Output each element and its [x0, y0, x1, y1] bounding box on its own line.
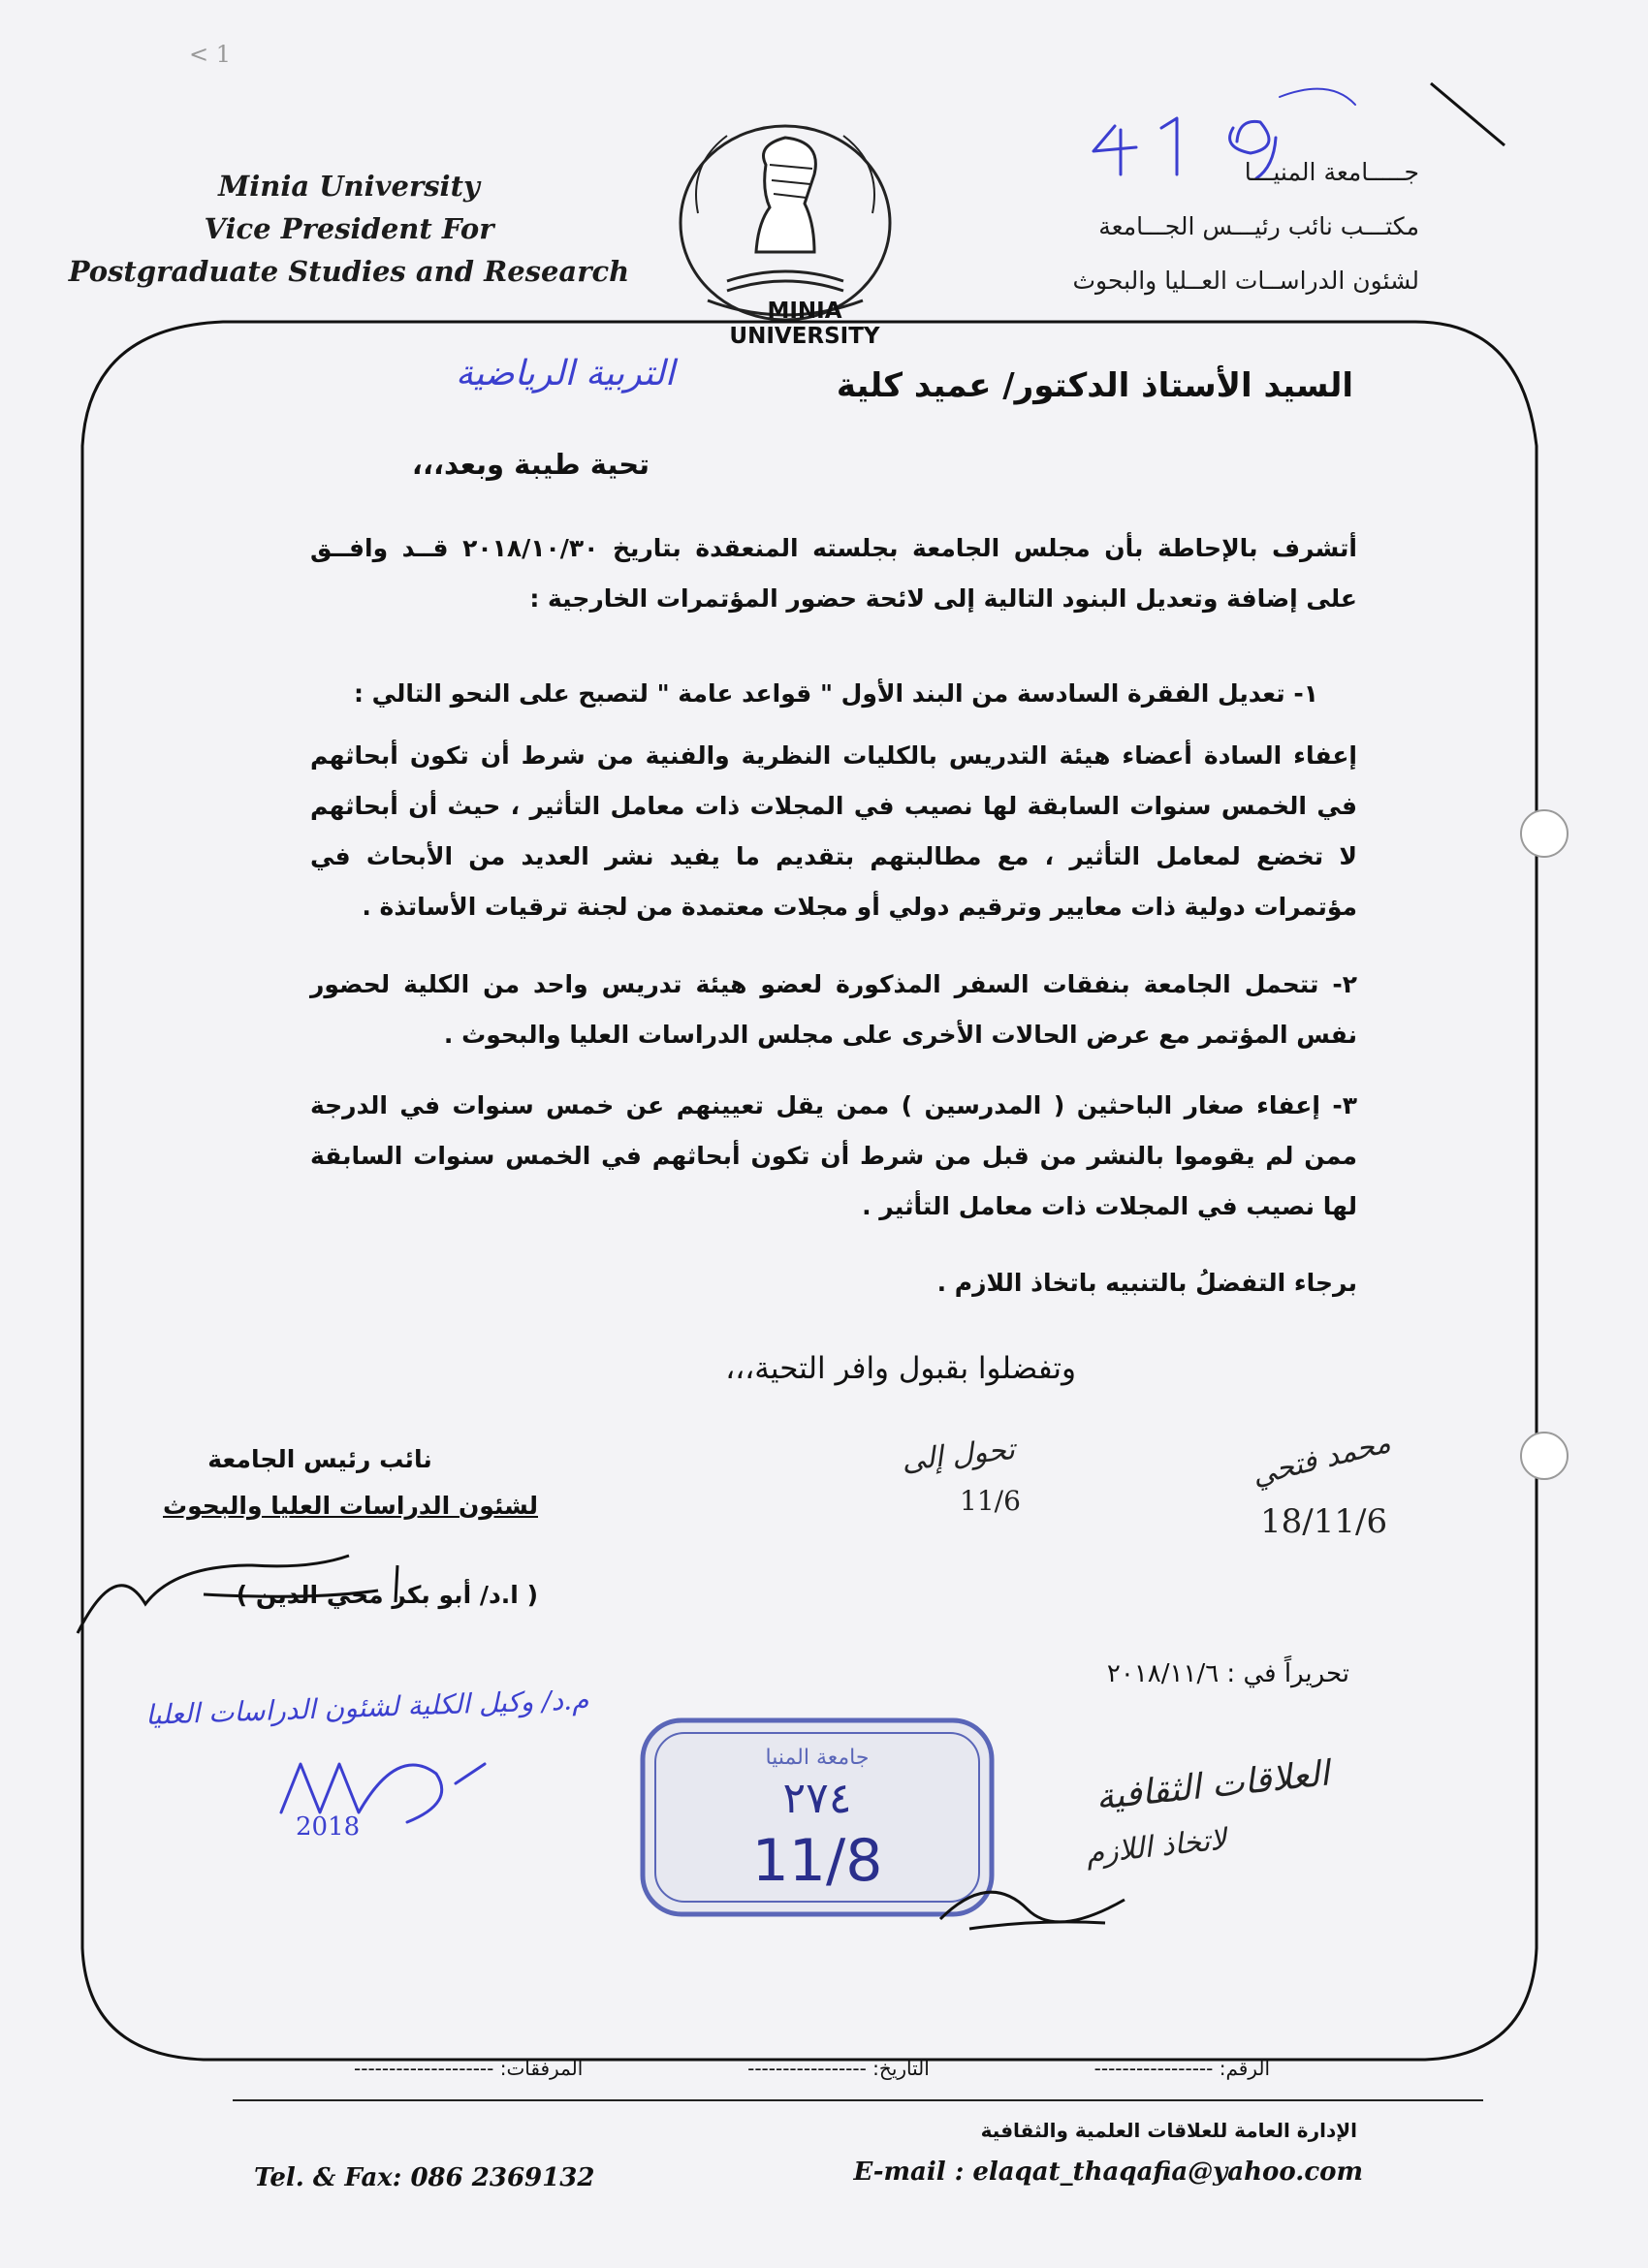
stamp-date: 11/8 [751, 1827, 883, 1895]
signature-scribble [58, 1527, 465, 1643]
footer-date-field: التاريخ: ----------------- [747, 2057, 930, 2080]
signatory-name: ( ا.د/ أبو بكر محي الدين ) [236, 1581, 538, 1609]
corner-pencil-mark: < 1 [189, 41, 232, 68]
letter-intro [310, 523, 1357, 624]
request-line [310, 1258, 1357, 1308]
handwritten-note-name: محمد فتحي [1248, 1425, 1394, 1494]
signatory-office: لشئون الدراسات العليا والبحوث [163, 1492, 538, 1520]
signatory-title: نائب رئيس الجامعة [207, 1445, 432, 1473]
handwritten-note-forward: تحول إلى [900, 1432, 1017, 1479]
item-3 [310, 1081, 1357, 1232]
handwritten-side-note: م.د/ وكيل الكلية لشئون الدراسات العليا [144, 1684, 589, 1731]
item-2-text: ٢- تتحمل الجامعة بنفقات السفر المذكورة لعضو هيئة تدريس واحد من الكلية لحضور نفس المؤتمر مع عرض الحالات الأخرى على مجلس الدراسات العليا والبحوث . [310, 970, 1357, 1049]
item-1-body: إعفاء السادة أعضاء هيئة التدريس بالكليات النظرية والفنية من شرط أن تكون أبحاثهم في الخمس سنوات السابقة لها نصيب في المجلات ذات معامل التأثير ، حيث أن أبحاثهم لا تخضع لمعامل التأثير ، مع مطالبتهم بتقديم ما يفيد نشر العديد من الأبحاث في مؤتمرات دولية ذات معايير وترقيم دولي أو مجلات معتمدة من لجنة ترقيات الأساتذة . [310, 741, 1357, 921]
handwritten-note-forward-date: 11/6 [960, 1485, 1021, 1517]
request-text: برجاء التفضلُ بالتنبيه باتخاذ اللازم . [936, 1269, 1357, 1297]
punch-hole-top [1520, 809, 1569, 858]
office-title-ar: مكتـــب نائب رئيـــس الجـــامعة [1098, 212, 1419, 240]
letter-greeting: تحية طيبة وبعد،،، [411, 448, 650, 481]
punch-hole-bottom [1520, 1432, 1569, 1480]
footer-fields [354, 2057, 1270, 2080]
handwritten-note-action: لاتخاذ اللازم [1084, 1822, 1228, 1872]
handwritten-addressee-note: التربية الرياضية [456, 354, 675, 394]
side-signature-scribble [262, 1735, 514, 1842]
footer-number-field: الرقم: ----------------- [1093, 2057, 1270, 2080]
item-1-title: ١- تعديل الفقرة السادسة من البند الأول " قواعد عامة " لتصبح على النحو التالي : [353, 679, 1318, 708]
intro-paragraph: أتشرف بالإحاطة بأن مجلس الجامعة بجلسته المنعقدة بتاريخ ٢٠١٨/١٠/٣٠ قــد وافــق على إضافة وتعديل البنود التالية إلى لائحة حضور المؤتمرات الخارجية : [310, 534, 1357, 613]
letter-closing: وتفضلوا بقبول وافر التحية،،، [725, 1351, 1076, 1386]
university-name-en: Minia University [218, 170, 480, 203]
stamp-number: ٢٧٤ [782, 1774, 852, 1823]
logo-label: MINIA UNIVERSITY [729, 299, 880, 349]
handwritten-side-note-year: 2018 [296, 1812, 361, 1842]
item-2 [310, 960, 1357, 1060]
corner-slash-mark [1425, 78, 1512, 155]
letterhead-english [58, 165, 640, 293]
date-written: تحريراً في : ٢٠١٨/١١/٦ [1106, 1659, 1349, 1688]
item-3-text: ٣- إعفاء صغار الباحثين ( المدرسين ) ممن يقل تعيينهم عن خمس سنوات في الدرجة ممن لم يقوموا بالنشر من قبل من شرط أن تكون أبحاثهم في الخمس سنوات السابقة لها نصيب في المجلات ذات معامل التأثير . [310, 1091, 1357, 1220]
stamp-top-text: جامعة المنيا [765, 1746, 870, 1770]
handwritten-note-relations: العلاقات الثقافية [1093, 1753, 1332, 1818]
handwritten-note-date: 18/11/6 [1260, 1502, 1388, 1541]
footer-attachments-field: المرفقات: -------------------- [354, 2057, 584, 2080]
stamp-signature-scribble [931, 1861, 1154, 1948]
footer-email: E-mail : elaqat_thaqafia@yahoo.com [853, 2158, 1363, 2187]
office-subtitle-ar: لشئون الدراســات العــليا والبحوث [1072, 267, 1419, 295]
office-subtitle-en: Postgraduate Studies and Research [68, 255, 630, 288]
footer-tel: Tel. & Fax: 086 2369132 [254, 2163, 595, 2192]
footer-divider [233, 2099, 1483, 2101]
item-1 [310, 669, 1357, 932]
letter-addressee: السيد الأستاذ الدكتور/ عميد كلية [836, 366, 1353, 405]
footer-department: الإدارة العامة للعلاقات العلمية والثقافية [980, 2119, 1357, 2142]
university-name-ar: جـــــامعة المنيـــا [1244, 158, 1419, 186]
letterhead-arabic [1012, 145, 1419, 308]
office-title-en: Vice President For [204, 212, 494, 245]
